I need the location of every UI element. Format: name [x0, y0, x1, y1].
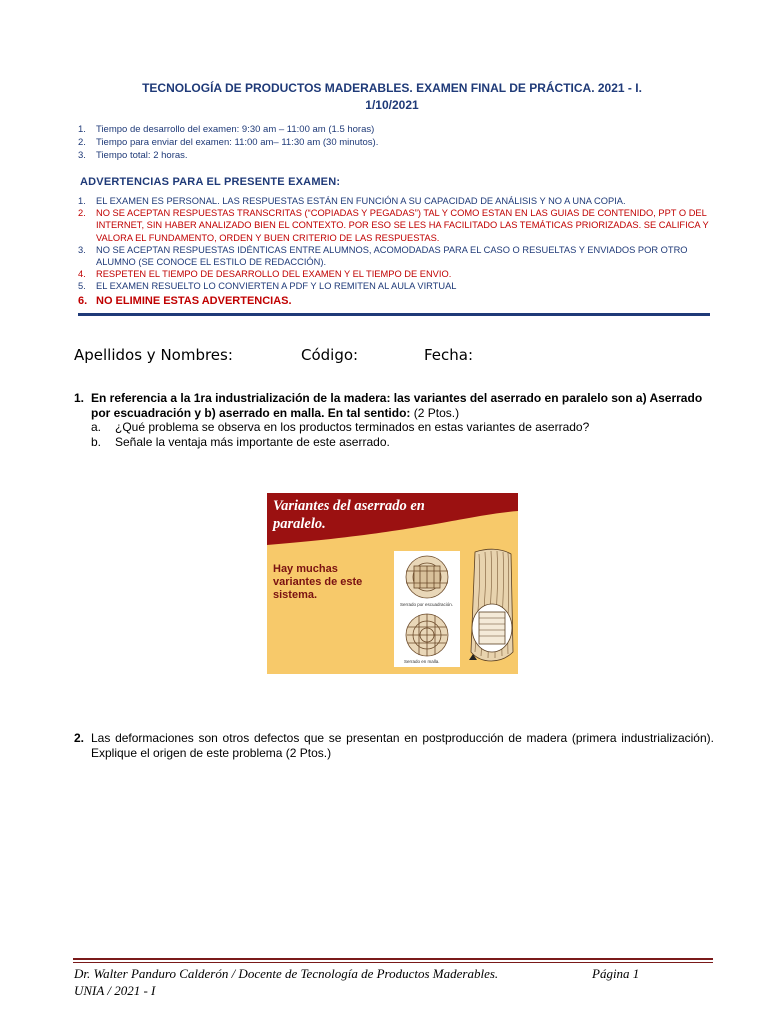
date-field-label: Fecha:	[424, 346, 474, 364]
question-1-points: (2 Ptos.)	[410, 405, 460, 420]
exam-title-line1: TECNOLOGÍA DE PRODUCTOS MADERABLES. EXAMEN FINAL DE PRÁCTICA. 2021 - I.	[142, 81, 642, 95]
code-field-label: Código:	[301, 346, 359, 364]
names-field-label: Apellidos y Nombres:	[74, 346, 233, 364]
time-item-text: Tiempo para enviar del examen: 11:00 am– 11:30 am (30 minutos).	[96, 137, 379, 148]
subquestion-text: Señale la ventaja más importante de este aserrado.	[115, 434, 390, 449]
warning-text: NO SE ACEPTAN RESPUESTAS IDÉNTICAS ENTRE ALUMNOS, ACOMODADAS PARA EL CASO O RESUELTAS Y ENVIADOS POR OTRO ALUMNO (SE CONOCE EL ESTILO DE REDACCIÓN).	[96, 244, 688, 268]
question-1-stem	[74, 391, 714, 420]
warning-item	[78, 268, 710, 280]
question-1	[74, 391, 714, 449]
warning-number: 5.	[78, 281, 86, 292]
caption-squared-sawing: Serrado por escuadración.	[400, 602, 454, 607]
warning-number: 1.	[78, 196, 86, 206]
question-number: 2.	[74, 731, 85, 745]
squared-sawing-diagram	[394, 551, 460, 667]
warning-text: EL EXAMEN ES PERSONAL. LAS RESPUESTAS ESTÁN EN FUNCIÓN A SU CAPACIDAD DE ANÁLISIS Y NO A UNA COPIA.	[96, 196, 626, 206]
warnings-heading: ADVERTENCIAS PARA EL PRESENTE EXAMEN:	[80, 176, 341, 188]
question-text	[91, 391, 714, 420]
footer-divider	[73, 958, 713, 960]
figure-diagram-card	[394, 551, 460, 667]
time-item	[78, 149, 698, 162]
warning-text: NO ELIMINE ESTAS ADVERTENCIAS.	[96, 294, 292, 307]
question-2	[74, 731, 714, 760]
warning-number: 2.	[78, 208, 86, 219]
subquestion-text: ¿Qué problema se observa en los productos terminados en estas variantes de aserrado?	[115, 420, 590, 434]
exam-title-line2: 1/10/2021	[365, 98, 419, 112]
warning-number: 4.	[78, 269, 86, 280]
warning-text: RESPETEN EL TIEMPO DE DESARROLLO DEL EXAMEN Y EL TIEMPO DE ENVIO.	[96, 269, 452, 280]
log-illustration	[467, 548, 517, 672]
time-item-number: 1.	[78, 124, 86, 135]
footer-author: Dr. Walter Panduro Calderón / Docente de Tecnología de Productos Maderables.	[74, 966, 499, 981]
time-item	[78, 136, 698, 149]
time-item-number: 3.	[78, 150, 86, 161]
warning-text: EL EXAMEN RESUELTO LO CONVIERTEN A PDF Y LO REMITEN AL AULA VIRTUAL	[96, 281, 457, 292]
time-list	[78, 123, 698, 162]
time-item-text: Tiempo total: 2 horas.	[96, 150, 188, 161]
exam-title	[80, 80, 704, 114]
footer-term: UNIA / 2021 - I	[74, 983, 156, 998]
caption-mesh-sawing: Serrado en malla.	[404, 659, 440, 664]
warning-item-emphasis	[78, 294, 710, 309]
subquestion-b	[91, 435, 714, 450]
warning-item	[78, 280, 710, 292]
question-1-bold-text: En referencia a la 1ra industrialización de la madera: las variantes del aserrado en paralelo son a) Aserrado por escuadración y b) aserrado en malla. En tal sentido:	[91, 391, 703, 420]
header-divider	[78, 313, 710, 316]
warning-number: 3.	[78, 244, 86, 255]
warning-item	[78, 195, 710, 207]
question-text: Las deformaciones son otros defectos que se presentan en postproducción de madera (primera industrialización). Explique el origen de este problema (2 Ptos.)	[91, 731, 714, 760]
subquestion-a	[91, 420, 714, 435]
footer-divider-thin	[73, 962, 713, 963]
warning-item	[78, 244, 710, 268]
subquestion-label: b.	[91, 434, 102, 449]
time-item-text: Tiempo de desarrollo del examen: 9:30 am – 11:00 am (1.5 horas)	[96, 124, 375, 135]
time-item-number: 2.	[78, 137, 86, 148]
figure-text: Hay muchas variantes de este sistema.	[273, 563, 363, 601]
warning-text: NO SE ACEPTAN RESPUESTAS TRANSCRITAS (“COPIADAS Y PEGADAS”) TAL Y COMO ESTAN EN LAS GUIAS DE CONTENIDO, PPT O DEL INTERNET, SIN HABER ANALIZADO BIEN EL CONTEXTO. POR ESO SE LES HA FACILITADO LAS TEMÁTICAS PRIORIZADAS. SE CALIFICA Y VALORA EL FUNDAMENTO, ORDEN Y BUEN CRITERIO DE LAS RESPUESTAS.	[96, 208, 709, 243]
subquestion-label: a.	[91, 420, 102, 434]
warning-item	[78, 207, 710, 244]
footer-page-number: Página 1	[592, 966, 640, 981]
warnings-list	[78, 195, 710, 309]
warning-number: 6.	[78, 294, 88, 307]
question-2-stem	[74, 731, 714, 760]
question-number: 1.	[74, 391, 85, 405]
time-item	[78, 123, 698, 136]
sawing-variants-figure	[267, 493, 518, 674]
figure-title: Variantes del aserrado en paralelo.	[273, 498, 425, 532]
